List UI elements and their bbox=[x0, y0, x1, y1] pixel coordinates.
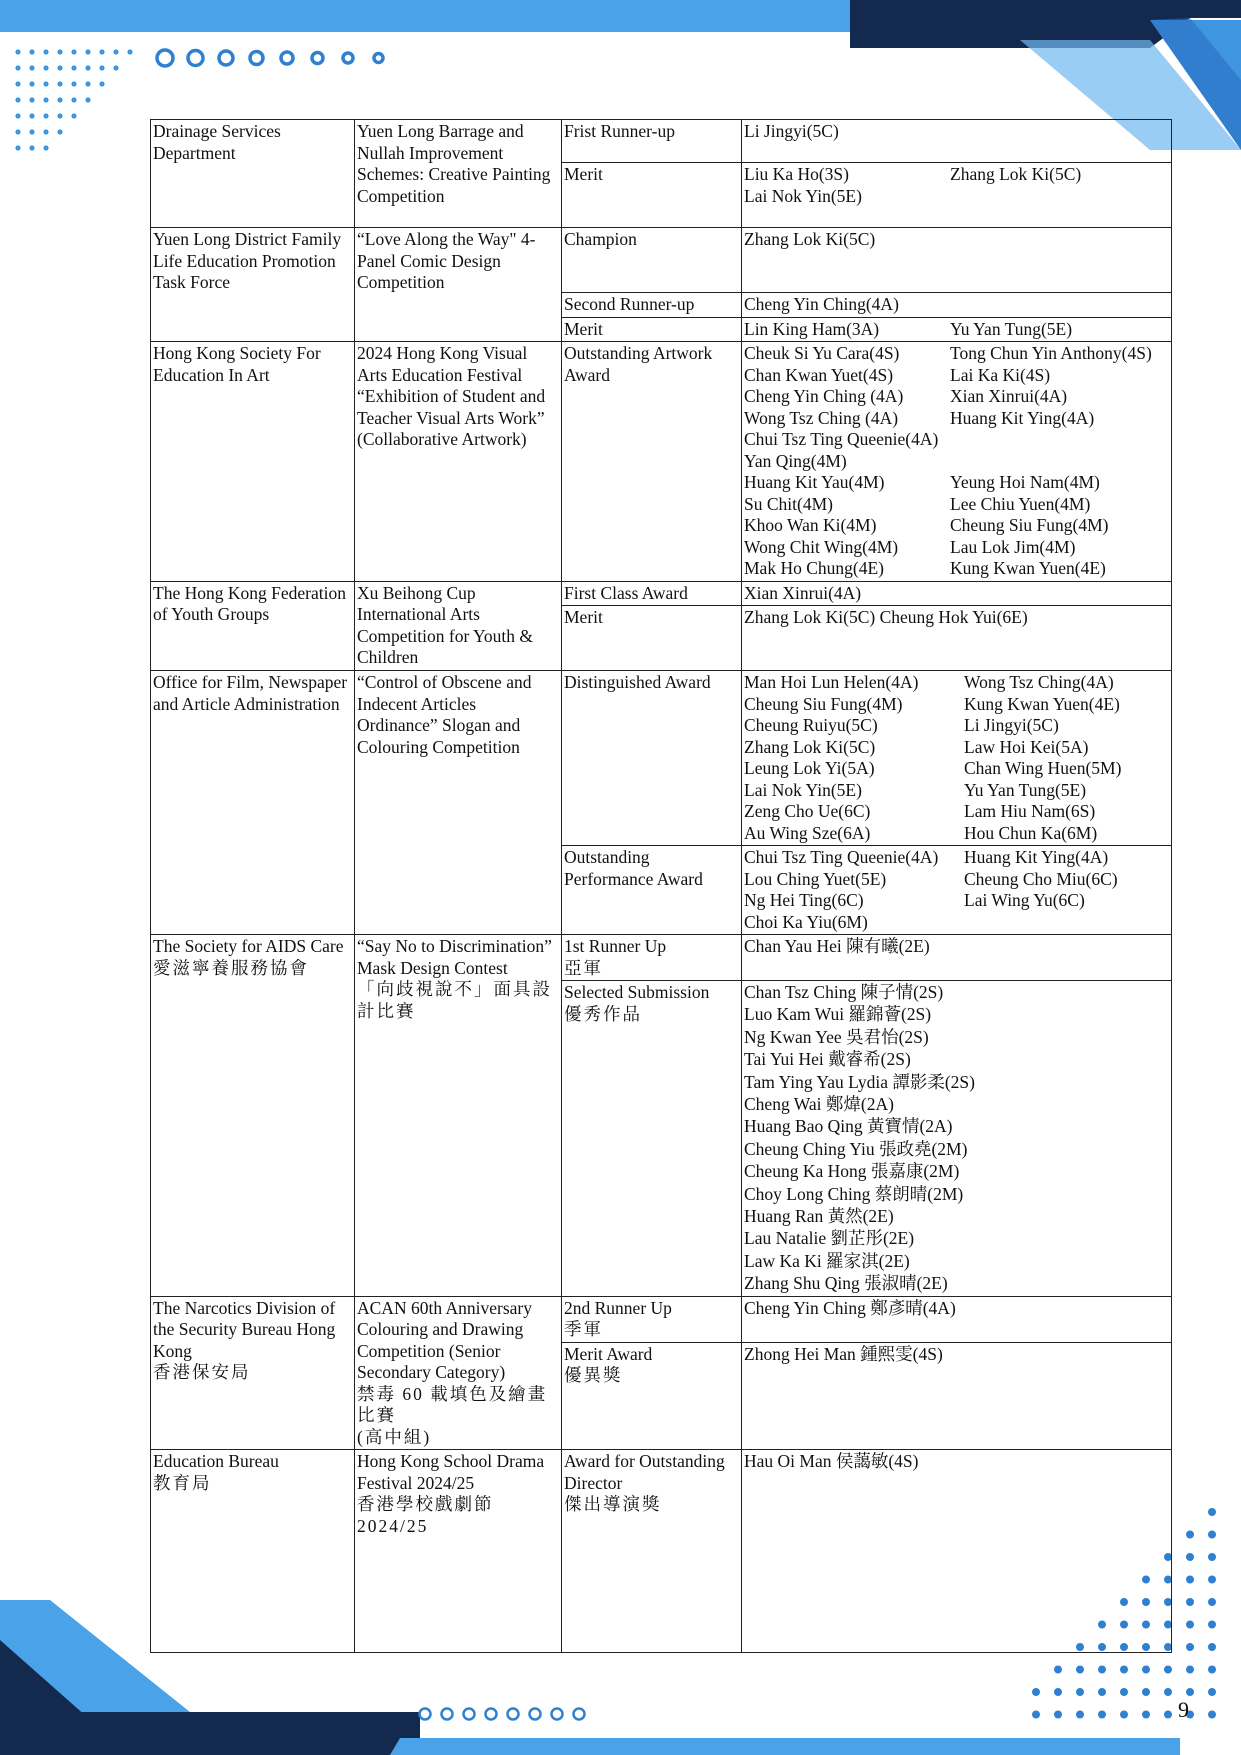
decor-dot bbox=[71, 113, 76, 118]
organizer-cell bbox=[151, 1450, 355, 1653]
award-name: Merit Award bbox=[564, 1343, 653, 1364]
decor-dot bbox=[1054, 1666, 1062, 1674]
award-cell bbox=[562, 935, 742, 981]
award-name-chinese: 季軍 bbox=[564, 1319, 603, 1340]
decor-ring bbox=[552, 1709, 563, 1720]
decor-ring bbox=[343, 53, 353, 63]
award-name-chinese: 傑出導演獎 bbox=[564, 1494, 662, 1515]
winner-name: Huang Kit Ying(4A) bbox=[964, 847, 1109, 867]
award-cell bbox=[562, 581, 742, 606]
winner-name: Lai Nok Yin(5E) bbox=[744, 185, 862, 206]
winner-name: Wong Tsz Ching(4A) bbox=[964, 672, 1114, 692]
winners-cell bbox=[742, 1296, 1172, 1342]
organizer-name: Drainage Services Department bbox=[153, 121, 281, 163]
award-cell bbox=[562, 163, 742, 228]
decor-dot bbox=[127, 49, 132, 54]
event-name-chinese: 香港學校戲劇節 2024/25 bbox=[357, 1494, 494, 1536]
award-cell bbox=[562, 671, 742, 846]
winner-name: Law Ka Ki 羅家淇(2E) bbox=[744, 1250, 910, 1271]
award-name: Champion bbox=[564, 229, 637, 249]
decor-ring bbox=[574, 1709, 585, 1720]
winners-cell bbox=[742, 606, 1172, 671]
event-name: “Say No to Discrimination” Mask Design Contest bbox=[357, 936, 552, 978]
event-cell bbox=[355, 228, 562, 342]
organizer-cell bbox=[151, 935, 355, 1297]
decor-dot bbox=[1208, 1666, 1216, 1674]
winners-cell bbox=[742, 1450, 1172, 1653]
winner-name: Hou Chun Ka(6M) bbox=[964, 822, 1098, 843]
award-name: 1st Runner Up bbox=[564, 936, 667, 956]
decor-ring bbox=[157, 50, 173, 66]
decor-dot bbox=[43, 145, 48, 150]
decor-ring bbox=[530, 1709, 541, 1720]
winner-name: Su Chit(4M) bbox=[744, 493, 833, 514]
decor-dot bbox=[1098, 1688, 1106, 1696]
winners-cell bbox=[742, 163, 1172, 228]
decor-dot bbox=[15, 129, 20, 134]
decor-ring bbox=[188, 51, 203, 66]
winner-name: Wong Tsz Ching (4A) bbox=[744, 407, 899, 428]
winner-name: Chui Tsz Ting Queenie(4A) bbox=[744, 847, 939, 867]
event-name: “Love Along the Way" 4-Panel Comic Design Competition bbox=[357, 229, 536, 292]
decor-ring bbox=[312, 53, 323, 64]
decor-dot bbox=[1164, 1666, 1172, 1674]
winner-name: Law Hoi Kei(5A) bbox=[964, 736, 1089, 757]
ring-row-top bbox=[157, 50, 383, 66]
winners-cell bbox=[742, 671, 1172, 846]
winner-name: Au Wing Sze(6A) bbox=[744, 822, 871, 843]
winners-cell bbox=[742, 293, 1172, 318]
award-name: Frist Runner-up bbox=[564, 121, 675, 141]
decor-dot bbox=[29, 49, 34, 54]
winner-name: Lee Chiu Yuen(4M) bbox=[950, 493, 1091, 514]
decor-dot bbox=[1120, 1688, 1128, 1696]
decor-dot bbox=[99, 81, 104, 86]
decor-dot bbox=[57, 81, 62, 86]
event-cell bbox=[355, 1450, 562, 1653]
winner-name: Zhang Lok Ki(5C) bbox=[950, 164, 1082, 184]
award-cell bbox=[562, 293, 742, 318]
organizer-cell bbox=[151, 120, 355, 228]
winner-name: Huang Kit Yau(4M) bbox=[744, 472, 885, 492]
winner-name: Yeung Hoi Nam(4M) bbox=[950, 472, 1100, 492]
award-cell bbox=[562, 981, 742, 1297]
winners-cell bbox=[742, 342, 1172, 582]
winner-name: Cheuk Si Yu Cara(4S) bbox=[744, 343, 900, 363]
winner-list bbox=[744, 164, 1169, 207]
winner-name: Cheng Yin Ching 鄭彥晴(4A) bbox=[744, 1297, 956, 1318]
decor-dot bbox=[1142, 1711, 1150, 1719]
winner-name: Tai Yui Hei 戴睿希(2S) bbox=[744, 1049, 911, 1070]
decor-dot bbox=[29, 145, 34, 150]
decor-dot bbox=[1208, 1508, 1216, 1516]
page-number: 9 bbox=[1178, 1697, 1189, 1722]
decor-dot bbox=[15, 97, 20, 102]
winner-name: Cheung Ruiyu(5C) bbox=[744, 715, 878, 735]
winners-cell bbox=[742, 935, 1172, 981]
organizer-name: Education Bureau bbox=[153, 1451, 279, 1472]
bottom-bar-light bbox=[390, 1738, 1180, 1755]
decor-ring bbox=[219, 51, 233, 65]
decor-dot bbox=[1208, 1553, 1216, 1561]
dot-grid-top-left bbox=[15, 49, 132, 150]
organizer-cell bbox=[151, 581, 355, 671]
winner-name: Zhang Lok Ki(5C) bbox=[744, 736, 876, 757]
winner-list bbox=[744, 343, 1169, 429]
winner-name: Lai Wing Yu(6C) bbox=[964, 890, 1085, 910]
winner-list bbox=[744, 472, 1169, 580]
organizer-cell bbox=[151, 342, 355, 582]
award-name-chinese: 優異獎 bbox=[564, 1365, 623, 1386]
decor-dot bbox=[15, 113, 20, 118]
table-row bbox=[151, 228, 1172, 293]
award-name: Merit bbox=[564, 164, 603, 184]
award-cell bbox=[562, 228, 742, 293]
decor-dot bbox=[1120, 1666, 1128, 1674]
decor-dot bbox=[1098, 1666, 1106, 1674]
decor-dot bbox=[29, 113, 34, 118]
winner-name: Chui Tsz Ting Queenie(4A) bbox=[744, 429, 939, 449]
decor-dot bbox=[1076, 1666, 1084, 1674]
winners-cell bbox=[742, 228, 1172, 293]
award-name: Selected Submission bbox=[564, 982, 710, 1002]
decor-dot bbox=[1208, 1621, 1216, 1629]
decor-dot bbox=[1208, 1643, 1216, 1651]
winner-name: Kung Kwan Yuen(4E) bbox=[964, 693, 1120, 714]
award-name: Outstanding Performance Award bbox=[564, 847, 703, 889]
award-cell bbox=[562, 606, 742, 671]
decor-dot bbox=[1142, 1666, 1150, 1674]
event-note: (Collaborative Artwork) bbox=[357, 429, 527, 449]
winner-name: Xian Xinrui(4A) bbox=[744, 582, 862, 603]
winner-name: Khoo Wan Ki(4M) bbox=[744, 515, 877, 535]
decor-ring bbox=[464, 1709, 475, 1720]
organizer-cell bbox=[151, 1296, 355, 1450]
winner-list bbox=[744, 672, 1169, 844]
award-cell bbox=[562, 342, 742, 582]
decor-dot bbox=[1208, 1688, 1216, 1696]
award-name: Second Runner-up bbox=[564, 294, 695, 314]
decor-dot bbox=[1186, 1666, 1194, 1674]
organizer-name: Office for Film, Newspaper and Article Administration bbox=[153, 672, 348, 714]
decor-dot bbox=[1098, 1711, 1106, 1719]
decor-dot bbox=[43, 49, 48, 54]
award-name: First Class Award bbox=[564, 582, 688, 603]
decor-dot bbox=[1164, 1688, 1172, 1696]
winner-name: Tong Chun Yin Anthony(4S) bbox=[950, 343, 1152, 363]
table-row bbox=[151, 935, 1172, 981]
winners-cell bbox=[742, 581, 1172, 606]
winner-name: Mak Ho Chung(4E) bbox=[744, 558, 884, 578]
winners-cell bbox=[742, 120, 1172, 163]
event-name: Yuen Long Barrage and Nullah Improvement Schemes: Creative Painting Competition bbox=[357, 121, 551, 206]
winner-name: Li Jingyi(5C) bbox=[744, 121, 839, 141]
organizer-name: Yuen Long District Family Life Education Promotion Task Force bbox=[153, 229, 342, 292]
decor-dot bbox=[85, 49, 90, 54]
winner-name: Yan Qing(4M) bbox=[744, 450, 847, 471]
organizer-name: The Narcotics Division of the Security Bureau Hong Kong bbox=[153, 1297, 336, 1361]
decor-dot bbox=[1186, 1576, 1194, 1584]
ring-row-bottom bbox=[420, 1709, 585, 1720]
decor-dot bbox=[99, 65, 104, 70]
winner-name: Hau Oi Man 侯藹敏(4S) bbox=[744, 1451, 919, 1472]
decor-dot bbox=[1186, 1531, 1194, 1539]
winner-list bbox=[744, 847, 1169, 933]
organizer-name: The Society for AIDS Care bbox=[153, 936, 344, 956]
winner-name: Cheng Yin Ching(4A) bbox=[744, 294, 899, 314]
decor-dot bbox=[113, 49, 118, 54]
decor-dot bbox=[1054, 1688, 1062, 1696]
decor-dot bbox=[1186, 1621, 1194, 1629]
decor-ring bbox=[508, 1709, 519, 1720]
decor-dot bbox=[43, 113, 48, 118]
decor-dot bbox=[43, 65, 48, 70]
decor-dot bbox=[1120, 1711, 1128, 1719]
table-row bbox=[151, 1296, 1172, 1342]
decor-dot bbox=[29, 129, 34, 134]
winner-name: Cheung Siu Fung(4M) bbox=[744, 693, 903, 714]
decor-dot bbox=[29, 65, 34, 70]
award-cell bbox=[562, 1450, 742, 1653]
decor-dot bbox=[71, 49, 76, 54]
award-name: Award for Outstanding Director bbox=[564, 1451, 725, 1493]
winner-name: Zhang Shu Qing 張淑晴(2E) bbox=[744, 1273, 948, 1294]
table-row bbox=[151, 342, 1172, 582]
winner-name: Chan Wing Huen(5M) bbox=[964, 758, 1122, 778]
winner-name: Lin King Ham(3A) bbox=[744, 318, 880, 339]
winner-name: Huang Ran 黃然(2E) bbox=[744, 1205, 894, 1226]
winner-name: Zeng Cho Ue(6C) bbox=[744, 801, 871, 821]
decor-ring bbox=[374, 54, 383, 63]
winner-name: Chan Tsz Ching 陳子情(2S) bbox=[744, 982, 944, 1002]
decor-ring bbox=[420, 1709, 431, 1720]
bottom-bar-navy bbox=[0, 1712, 420, 1755]
winner-name: Chan Yau Hei 陳有曦(2E) bbox=[744, 936, 930, 956]
award-cell bbox=[562, 1296, 742, 1342]
decor-dot bbox=[43, 129, 48, 134]
winner-name: Lai Nok Yin(5E) bbox=[744, 779, 862, 800]
decor-dot bbox=[29, 97, 34, 102]
award-name: Outstanding Artwork Award bbox=[564, 343, 713, 385]
event-cell bbox=[355, 581, 562, 671]
winner-name: Zhong Hei Man 鍾熙雯(4S) bbox=[744, 1343, 943, 1364]
winner-name: Wong Chit Wing(4M) bbox=[744, 536, 899, 557]
decor-dot bbox=[15, 81, 20, 86]
winner-name: Zhang Lok Ki(5C) Cheung Hok Yui(6E) bbox=[744, 607, 1028, 627]
decor-dot bbox=[57, 65, 62, 70]
winner-list bbox=[744, 982, 1169, 1295]
table-row bbox=[151, 581, 1172, 606]
table-row bbox=[151, 1450, 1172, 1653]
event-cell bbox=[355, 1296, 562, 1450]
winner-name: Choy Long Ching 蔡朗晴(2M) bbox=[744, 1183, 964, 1204]
event-name-chinese: 「向歧視說不」面具設計比賽 bbox=[357, 979, 552, 1021]
event-cell bbox=[355, 342, 562, 582]
decor-dot bbox=[1208, 1531, 1216, 1539]
event-name: “Control of Obscene and Indecent Articles Ordinance” Slogan and Colouring Competition bbox=[357, 672, 532, 757]
winner-name: Lau Natalie 劉芷彤(2E) bbox=[744, 1228, 915, 1249]
event-cell bbox=[355, 935, 562, 1297]
event-category-chinese: (高中組) bbox=[357, 1426, 432, 1447]
decor-dot bbox=[57, 97, 62, 102]
event-cell bbox=[355, 671, 562, 935]
award-name-chinese: 亞軍 bbox=[564, 957, 603, 978]
event-name: 2024 Hong Kong Visual Arts Education Festival “Exhibition of Student and Teacher Visual Arts Work” bbox=[357, 343, 546, 428]
table-row bbox=[151, 120, 1172, 163]
decor-dot bbox=[57, 129, 62, 134]
decor-dot bbox=[1186, 1553, 1194, 1561]
decor-dot bbox=[43, 97, 48, 102]
decor-dot bbox=[15, 65, 20, 70]
decor-dot bbox=[85, 81, 90, 86]
decor-dot bbox=[71, 65, 76, 70]
award-name: 2nd Runner Up bbox=[564, 1297, 672, 1318]
awards-table bbox=[150, 119, 1172, 1653]
decor-dot bbox=[15, 145, 20, 150]
decor-dot bbox=[57, 113, 62, 118]
organizer-name-chinese: 香港保安局 bbox=[153, 1362, 251, 1383]
winner-name: Cheng Wai 鄭煒(2A) bbox=[744, 1093, 894, 1114]
decor-dot bbox=[1186, 1598, 1194, 1606]
decor-dot bbox=[1186, 1643, 1194, 1651]
event-name: Xu Beihong Cup International Arts Competition for Youth & Children bbox=[357, 582, 533, 667]
organizer-name-chinese: 教育局 bbox=[153, 1472, 212, 1493]
winner-name: Liu Ka Ho(3S) bbox=[744, 164, 849, 184]
decor-dot bbox=[1032, 1688, 1040, 1696]
winner-name: Zhang Lok Ki(5C) bbox=[744, 229, 876, 249]
winner-name: Li Jingyi(5C) bbox=[964, 715, 1059, 735]
winner-name: Lam Hiu Nam(6S) bbox=[964, 801, 1096, 821]
decor-dot bbox=[113, 65, 118, 70]
decor-dot bbox=[1076, 1711, 1084, 1719]
winner-name: Cheng Yin Ching (4A) bbox=[744, 386, 904, 406]
decor-dot bbox=[1032, 1711, 1040, 1719]
winner-list bbox=[744, 319, 1169, 341]
decor-dot bbox=[1208, 1711, 1216, 1719]
winner-name: Ng Kwan Yee 吳君怡(2S) bbox=[744, 1026, 929, 1047]
winner-name: Cheung Cho Miu(6C) bbox=[964, 868, 1118, 889]
winner-name: Kung Kwan Yuen(4E) bbox=[950, 558, 1106, 578]
winner-name: Man Hoi Lun Helen(4A) bbox=[744, 672, 919, 692]
decor-ring bbox=[281, 52, 293, 64]
winner-name: Luo Kam Wui 羅錦薈(2S) bbox=[744, 1004, 932, 1025]
winner-name: Cheung Siu Fung(4M) bbox=[950, 515, 1109, 535]
award-cell bbox=[562, 120, 742, 163]
organizer-name: The Hong Kong Federation of Youth Groups bbox=[153, 582, 346, 624]
decor-dot bbox=[99, 49, 104, 54]
winner-name: Yu Yan Tung(5E) bbox=[964, 779, 1087, 800]
award-cell bbox=[562, 1342, 742, 1450]
decor-dot bbox=[85, 97, 90, 102]
winners-cell bbox=[742, 1342, 1172, 1450]
award-name-chinese: 優秀作品 bbox=[564, 1003, 642, 1024]
decor-dot bbox=[29, 81, 34, 86]
award-name: Merit bbox=[564, 607, 603, 627]
decor-dot bbox=[1186, 1688, 1194, 1696]
decor-dot bbox=[1142, 1688, 1150, 1696]
winner-name: Lou Ching Yuet(5E) bbox=[744, 868, 887, 889]
decor-dot bbox=[1208, 1598, 1216, 1606]
winners-cell bbox=[742, 981, 1172, 1297]
winner-name: Xian Xinrui(4A) bbox=[950, 386, 1068, 406]
decor-dot bbox=[71, 97, 76, 102]
winner-name: Lau Lok Jim(4M) bbox=[950, 536, 1076, 557]
winners-cell bbox=[742, 846, 1172, 935]
decor-dot bbox=[57, 49, 62, 54]
winner-name: Lai Ka Ki(4S) bbox=[950, 364, 1051, 385]
winner-name: Leung Lok Yi(5A) bbox=[744, 758, 875, 778]
organizer-cell bbox=[151, 228, 355, 342]
top-bar-light bbox=[0, 0, 870, 32]
event-name-chinese: 禁毒 60 載填色及繪畫比賽 bbox=[357, 1383, 548, 1426]
winner-name: Choi Ka Yiu(6M) bbox=[744, 911, 868, 932]
winner-list bbox=[744, 429, 1169, 472]
decor-ring bbox=[486, 1709, 497, 1720]
table-row bbox=[151, 671, 1172, 846]
event-cell bbox=[355, 120, 562, 228]
award-cell bbox=[562, 846, 742, 935]
decor-dot bbox=[85, 65, 90, 70]
winners-cell bbox=[742, 317, 1172, 342]
winner-name: Ng Hei Ting(6C) bbox=[744, 890, 864, 910]
decor-dot bbox=[1054, 1711, 1062, 1719]
award-name: Merit bbox=[564, 318, 603, 339]
decor-dot bbox=[15, 49, 20, 54]
event-name: Hong Kong School Drama Festival 2024/25 bbox=[357, 1451, 545, 1493]
decor-dot bbox=[71, 81, 76, 86]
decor-dot bbox=[1164, 1711, 1172, 1719]
decor-dot bbox=[1208, 1576, 1216, 1584]
winner-name: Chan Kwan Yuet(4S) bbox=[744, 364, 894, 385]
award-cell bbox=[562, 317, 742, 342]
winner-name: Cheung Ching Yiu 張政堯(2M) bbox=[744, 1138, 968, 1159]
decor-ring bbox=[250, 52, 263, 65]
decor-dot bbox=[1076, 1688, 1084, 1696]
organizer-cell bbox=[151, 671, 355, 935]
winner-name: Yu Yan Tung(5E) bbox=[950, 318, 1073, 339]
winner-name: Tam Ying Yau Lydia 譚影柔(2S) bbox=[744, 1071, 975, 1092]
organizer-name: Hong Kong Society For Education In Art bbox=[153, 343, 321, 385]
winner-name: Cheung Ka Hong 張嘉康(2M) bbox=[744, 1161, 960, 1182]
award-name: Distinguished Award bbox=[564, 672, 711, 692]
winner-name: Huang Bao Qing 黃寶情(2A) bbox=[744, 1116, 953, 1137]
event-name: ACAN 60th Anniversary Colouring and Drawing Competition (Senior Secondary Category) bbox=[357, 1297, 532, 1383]
decor-ring bbox=[442, 1709, 453, 1720]
decor-dot bbox=[43, 81, 48, 86]
winner-name: Huang Kit Ying(4A) bbox=[950, 407, 1095, 428]
organizer-name-chinese: 愛滋寧養服務協會 bbox=[153, 957, 309, 978]
